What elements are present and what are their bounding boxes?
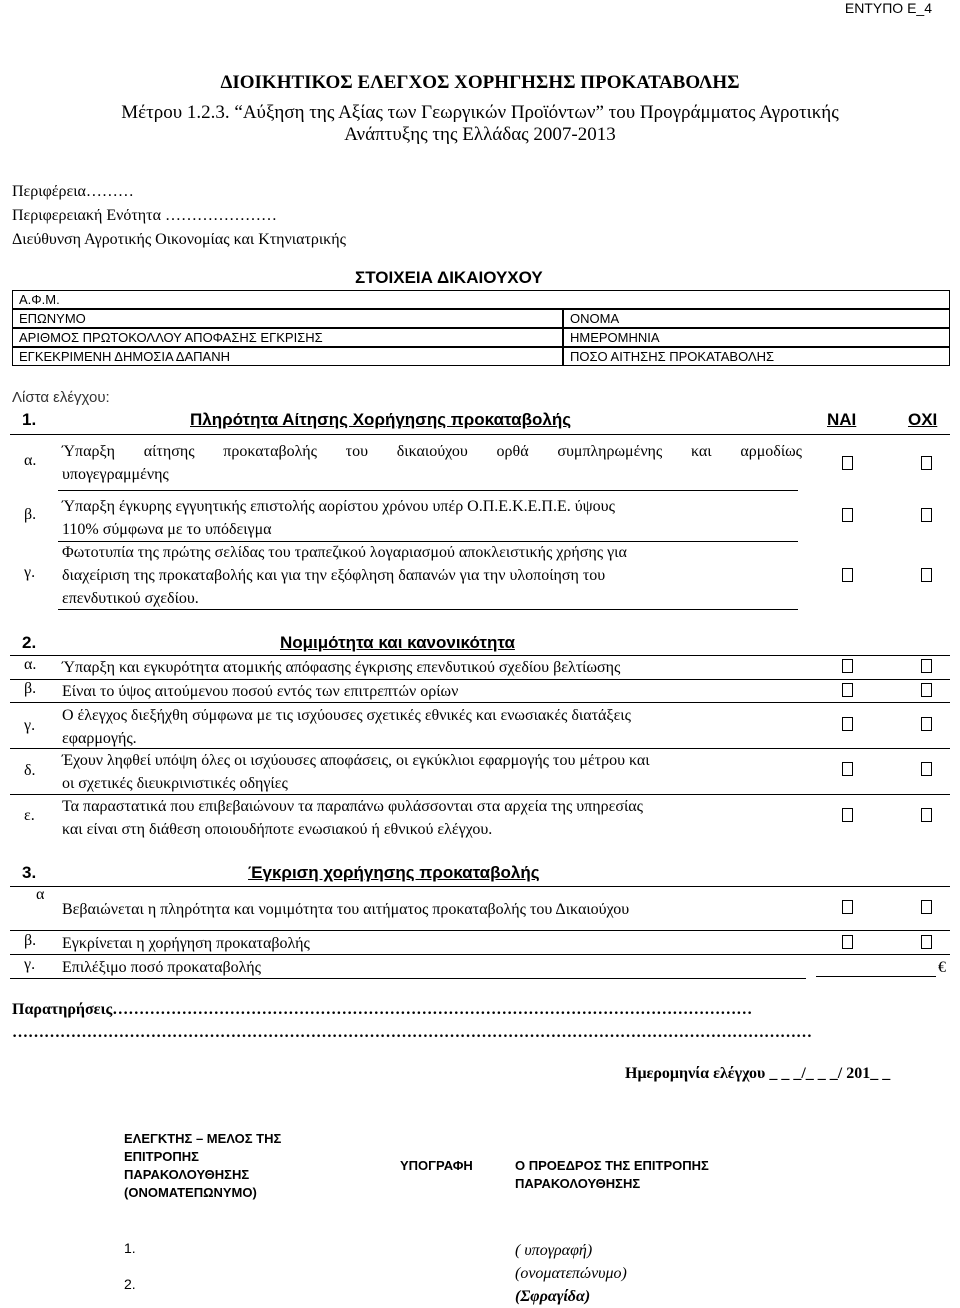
item-text: Εγκρίνεται η χορήγηση προκαταβολής [62, 935, 310, 952]
region-field: Περιφέρεια……… [12, 183, 134, 200]
yes-column-label: ΝΑΙ [827, 410, 857, 429]
yes-checkbox[interactable] [842, 935, 853, 949]
name-cell [563, 309, 950, 328]
item-letter: δ. [24, 762, 36, 779]
item-letter: γ. [24, 717, 36, 734]
item-letter: α. [24, 656, 37, 673]
item-letter: γ. [24, 564, 36, 581]
no-checkbox[interactable] [921, 659, 932, 673]
inspector-title [124, 1130, 281, 1202]
document-subtitle-line2: Ανάπτυξης της Ελλάδας 2007-2013 [344, 124, 616, 145]
no-checkbox[interactable] [921, 762, 932, 776]
item-text-cont: εφαρμογής. [62, 730, 137, 747]
item-letter: β. [24, 680, 37, 697]
item-letter: ε. [24, 807, 35, 824]
date-cell [563, 328, 950, 347]
item-divider [10, 702, 950, 703]
no-checkbox[interactable] [921, 935, 932, 949]
surname-label: ΕΠΩΝΥΜΟ [19, 311, 86, 326]
item-divider [10, 978, 806, 979]
item-text: Ύπαρξη και εγκυρότητα ατομικής απόφασης έγκρισης επενδυτικού σχεδίου βελτίωσης [62, 659, 621, 676]
item-text: Είναι το ύψος αιτούμενου ποσού εντός των επιτρεπτών ορίων [62, 683, 459, 700]
amount-cell [563, 347, 950, 366]
item-text-cont: υπογεγραμμένης [62, 466, 169, 483]
protocol-label: ΑΡΙΘΜΟΣ ΠΡΩΤΟΚΟΛΛΟΥ ΑΠΟΦΑΣΗΣ ΕΓΚΡΙΣΗΣ [19, 330, 323, 345]
yes-checkbox[interactable] [842, 717, 853, 731]
item-text: Ύπαρξη αίτησης προκαταβολής του δικαιούχου ορθά συμπληρωμένης και αρμοδίως [62, 443, 802, 460]
yes-checkbox[interactable] [842, 508, 853, 522]
expense-cell [12, 347, 563, 366]
item-text: Βεβαιώνεται η πληρότητα και νομιμότητα του αιτήματος προκαταβολής του Δικαιούχου [62, 901, 630, 918]
no-checkbox[interactable] [921, 717, 932, 731]
yes-checkbox[interactable] [842, 659, 853, 673]
member-number-1: 1. [124, 1240, 136, 1256]
expense-label: ΕΓΚΕΚΡΙΜΕΝΗ ΔΗΜΟΣΙΑ ΔΑΠΑΝΗ [19, 349, 230, 364]
item-text: Τα παραστατικά που επιβεβαιώνουν τα παραπάνω φυλάσσονται στα αρχεία της υπηρεσίας [62, 798, 643, 815]
remarks-line[interactable]: …………………………………………………………………………………………………………………………………… [12, 1024, 812, 1041]
amount-label: ΠΟΣΟ ΑΙΤΗΣΗΣ ΠΡΟΚΑΤΑΒΟΛΗΣ [570, 349, 775, 364]
section2-title: Νομιμότητα και κανονικότητα [280, 633, 515, 652]
item-letter: β. [24, 932, 37, 949]
no-checkbox[interactable] [921, 900, 932, 914]
signature-label: ΥΠΟΓΡΑΦΗ [400, 1158, 473, 1173]
item-divider [10, 954, 950, 955]
section1-title: Πληρότητα Αίτησης Χορήγησης προκαταβολής [190, 410, 572, 429]
no-checkbox[interactable] [921, 568, 932, 582]
yes-checkbox[interactable] [842, 568, 853, 582]
beneficiary-heading: ΣΤΟΙΧΕΙΑ ΔΙΚΑΙΟΥΧΟΥ [355, 268, 543, 287]
yes-checkbox[interactable] [842, 683, 853, 697]
protocol-cell [12, 328, 563, 347]
item-text: Φωτοτυπία της πρώτης σελίδας του τραπεζικού λογαριασμού αποκλειστικής χρήσης για [62, 544, 627, 561]
section1-divider [10, 434, 950, 435]
item-text: Επιλέξιμο ποσό προκαταβολής [62, 959, 261, 976]
item-divider [58, 490, 798, 491]
name-label: ΟΝΟΜΑ [570, 311, 620, 326]
date-label: ΗΜΕΡΟΜΗΝΙΑ [570, 330, 660, 345]
regional-unit-field: Περιφερειακή Ενότητα ………………… [12, 207, 277, 224]
item-letter: β. [24, 506, 37, 523]
item-letter: α [36, 886, 45, 903]
yes-checkbox[interactable] [842, 456, 853, 470]
yes-checkbox[interactable] [842, 900, 853, 914]
document-subtitle-line1: Μέτρου 1.2.3. “Αύξηση της Αξίας των Γεωργικών Προϊόντων” του Προγράμματος Αγροτικής [121, 102, 839, 123]
chair-title [515, 1157, 709, 1193]
no-checkbox[interactable] [921, 683, 932, 697]
item-letter: α. [24, 452, 37, 469]
item-text-cont: διαχείριση της προκαταβολής και για την εξόφληση δαπανών για την υλοποίηση του [62, 567, 606, 584]
inspector-line: (ΟΝΟΜΑΤΕΠΩΝΥΜΟ) [124, 1185, 257, 1200]
item-text: Ο έλεγχος διεξήχθη σύμφωνα με τις ισχύουσες σχετικές εθνικές και ενωσιακές διατάξεις [62, 707, 631, 724]
seal-line: (Σφραγίδα) [515, 1288, 591, 1305]
item-text: Ύπαρξη έγκυρης εγγυητικής επιστολής αορίστου χρόνου υπέρ Ο.Π.Ε.Κ.Ε.Π.Ε. ύψους [62, 498, 615, 515]
document-title: ΔΙΟΙΚΗΤΙΚΟΣ ΕΛΕΓΧΟΣ ΧΟΡΗΓΗΣΗΣ ΠΡΟΚΑΤΑΒΟΛΗΣ [220, 72, 740, 93]
item-text-cont: επενδυτικού σχεδίου. [62, 590, 199, 607]
item-text: Έχουν ληφθεί υπόψη όλες οι ισχύουσες αποφάσεις, οι εγκύκλιοι εφαρμογής του μέτρου και [62, 752, 650, 769]
surname-cell [12, 309, 563, 328]
item-divider [10, 930, 950, 931]
amount-line[interactable] [816, 976, 936, 977]
yes-checkbox[interactable] [842, 762, 853, 776]
section3-title: Έγκριση χορήγησης προκαταβολής [248, 863, 540, 882]
yes-checkbox[interactable] [842, 808, 853, 822]
item-letter: γ. [24, 956, 36, 973]
inspector-line: ΕΛΕΓΚΤΗΣ – ΜΕΛΟΣ ΤΗΣ [124, 1131, 282, 1146]
member-number-2: 2. [124, 1276, 136, 1292]
form-code: ΕΝΤΥΠΟ Ε_4 [844, 0, 932, 16]
section2-number: 2. [22, 633, 37, 652]
signature-line: ( υπογραφή) [515, 1242, 593, 1259]
check-date: Ημερομηνία ελέγχου _ _ _/_ _ _/ 201_ _ [625, 1065, 891, 1082]
item-text-cont: 110% σύμφωνα με το υπόδειγμα [62, 521, 272, 538]
checklist-label: Λίστα ελέγχου: [12, 389, 110, 406]
afm-label: Α.Φ.Μ. [19, 292, 60, 307]
name-line: (ονοματεπώνυμο) [515, 1265, 627, 1282]
chair-line: ΠΑΡΑΚΟΛΟΥΘΗΣΗΣ [515, 1176, 641, 1191]
item-text-cont: οι σχετικές διευκρινιστικές οδηγίες [62, 775, 288, 792]
section1-number: 1. [22, 410, 37, 429]
afm-cell [12, 290, 950, 309]
item-divider [58, 609, 798, 610]
inspector-line: ΠΑΡΑΚΟΛΟΥΘΗΣΗΣ [124, 1167, 250, 1182]
no-checkbox[interactable] [921, 808, 932, 822]
euro-symbol: € [938, 959, 946, 976]
no-column-label: ΟΧΙ [908, 410, 938, 429]
chair-line: Ο ΠΡΟΕΔΡΟΣ ΤΗΣ ΕΠΙΤΡΟΠΗΣ [515, 1158, 709, 1173]
no-checkbox[interactable] [921, 456, 932, 470]
section3-divider [10, 886, 950, 887]
remarks-label: Παρατηρήσεις………………………………………………………………………………………………………… [12, 1001, 753, 1018]
section3-number: 3. [22, 863, 37, 882]
directorate-label: Διεύθυνση Αγροτικής Οικονομίας και Κτηνιατρικής [12, 231, 346, 248]
no-checkbox[interactable] [921, 508, 932, 522]
inspector-line: ΕΠΙΤΡΟΠΗΣ [124, 1149, 199, 1164]
item-text-cont: και είναι στη διάθεση οποιουδήποτε ενωσιακού ή εθνικού ελέγχου. [62, 821, 493, 838]
